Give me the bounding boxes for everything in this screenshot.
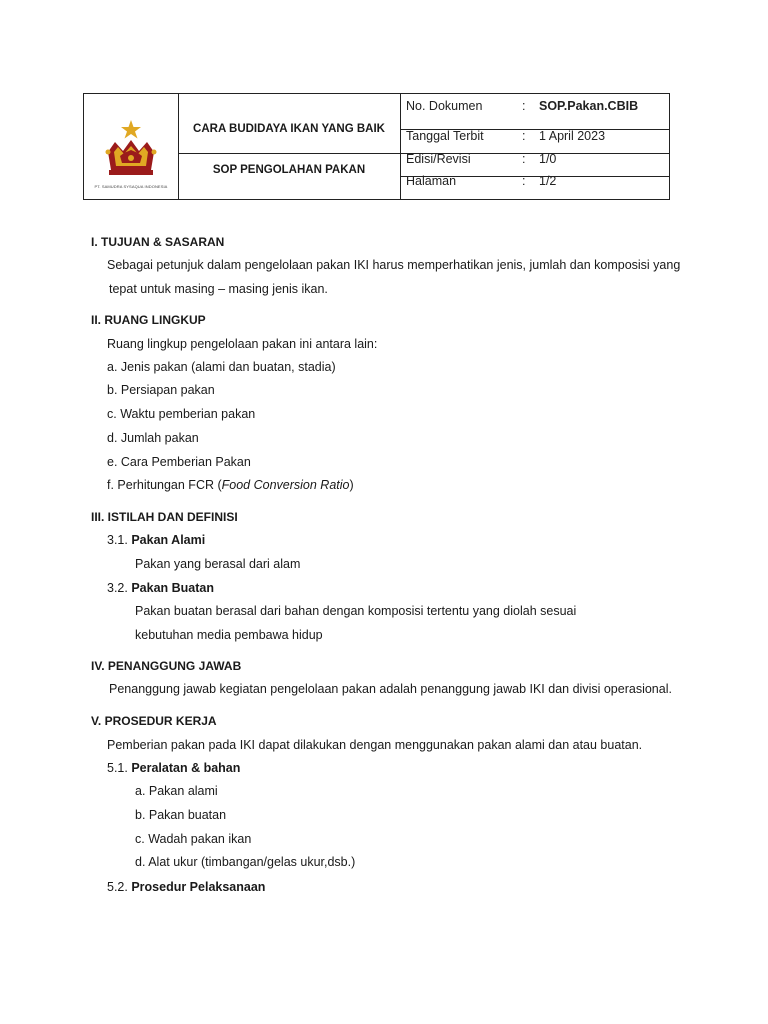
paragraph-line: Pakan buatan berasal dari bahan dengan komposisi tertentu yang diolah sesuai: [135, 604, 577, 618]
subsection-number: 3.1.: [107, 533, 132, 547]
paragraph-line: Sebagai petunjuk dalam pengelolaan pakan IKI harus memperhatikan jenis, jumlah dan komposisi yang: [107, 258, 681, 272]
list-item: b. Persiapan pakan: [107, 383, 215, 397]
meta-value-issue-date: 1 April 2023: [539, 129, 606, 143]
subsection-number: 3.2.: [107, 581, 132, 595]
paragraph-line: Penanggung jawab kegiatan pengelolaan pakan adalah penanggung jawab IKI dan divisi operasional.: [109, 682, 672, 696]
paragraph-line: Pemberian pakan pada IKI dapat dilakukan dengan menggunakan pakan alami dan atau buatan.: [107, 738, 643, 752]
list-item: [107, 477, 354, 493]
list-item: b. Pakan buatan: [135, 808, 227, 822]
paragraph-line: tepat untuk masing – masing jenis ikan.: [109, 282, 328, 296]
divider: [400, 94, 401, 199]
subsection-number: 5.1.: [107, 761, 132, 775]
company-logo-icon: [102, 118, 160, 180]
subsection-title: Pakan Alami: [131, 533, 206, 547]
subsection-title: Prosedur Pelaksanaan: [131, 880, 266, 894]
meta-value-document-number: SOP.Pakan.CBIB: [539, 99, 639, 113]
meta-label-document-number: No. Dokumen: [406, 99, 483, 113]
logo-cell: [84, 94, 178, 199]
section-heading-definitions: III. ISTILAH DAN DEFINISI: [91, 510, 238, 524]
paragraph-line: Ruang lingkup pengelolaan pakan ini antara lain:: [107, 337, 378, 351]
meta-label-edition: Edisi/Revisi: [406, 152, 471, 166]
list-item: d. Jumlah pakan: [107, 431, 199, 445]
list-item: a. Pakan alami: [135, 784, 218, 798]
meta-label-issue-date: Tanggal Terbit: [406, 129, 484, 143]
list-item-text: ): [349, 478, 354, 492]
section-heading-responsible: IV. PENANGGUNG JAWAB: [91, 659, 242, 673]
subsection-heading: [107, 879, 265, 895]
list-item-italic-text: Food Conversion Ratio: [221, 478, 350, 492]
subsection-number: 5.2.: [107, 880, 132, 894]
section-heading-procedure: V. PROSEDUR KERJA: [91, 714, 217, 728]
subsection-heading: [107, 580, 214, 596]
section-heading-scope: II. RUANG LINGKUP: [91, 313, 206, 327]
meta-label-page: Halaman: [406, 174, 457, 188]
subsection-heading: [107, 532, 205, 548]
meta-colon: :: [522, 152, 526, 166]
meta-value-edition: 1/0: [539, 152, 557, 166]
list-item: a. Jenis pakan (alami dan buatan, stadia): [107, 360, 336, 374]
divider: [178, 94, 179, 199]
document-subtitle: SOP PENGOLAHAN PAKAN: [212, 164, 366, 176]
divider: [178, 153, 400, 154]
list-item: d. Alat ukur (timbangan/gelas ukur,dsb.): [135, 855, 356, 869]
list-item: c. Waktu pemberian pakan: [107, 407, 256, 421]
list-item: c. Wadah pakan ikan: [135, 832, 252, 846]
subsection-title: Peralatan & bahan: [131, 761, 241, 775]
subsection-heading: [107, 760, 240, 776]
section-heading-purpose: I. TUJUAN & SASARAN: [91, 235, 225, 249]
meta-colon: :: [522, 174, 526, 188]
paragraph-line: Pakan yang berasal dari alam: [135, 557, 301, 571]
company-name-caption: PT. SAMUDRA SYSAQUA INDONESIA: [94, 184, 168, 189]
document-title: CARA BUDIDAYA IKAN YANG BAIK: [193, 123, 385, 135]
list-item-text: f. Perhitungan FCR (: [107, 478, 222, 492]
document-header-table: [83, 93, 670, 200]
meta-colon: :: [522, 129, 526, 143]
meta-value-page: 1/2: [539, 174, 557, 188]
paragraph-line: kebutuhan media pembawa hidup: [135, 628, 323, 642]
list-item: e. Cara Pemberian Pakan: [107, 455, 251, 469]
meta-colon: :: [522, 99, 526, 113]
subsection-title: Pakan Buatan: [131, 581, 214, 595]
